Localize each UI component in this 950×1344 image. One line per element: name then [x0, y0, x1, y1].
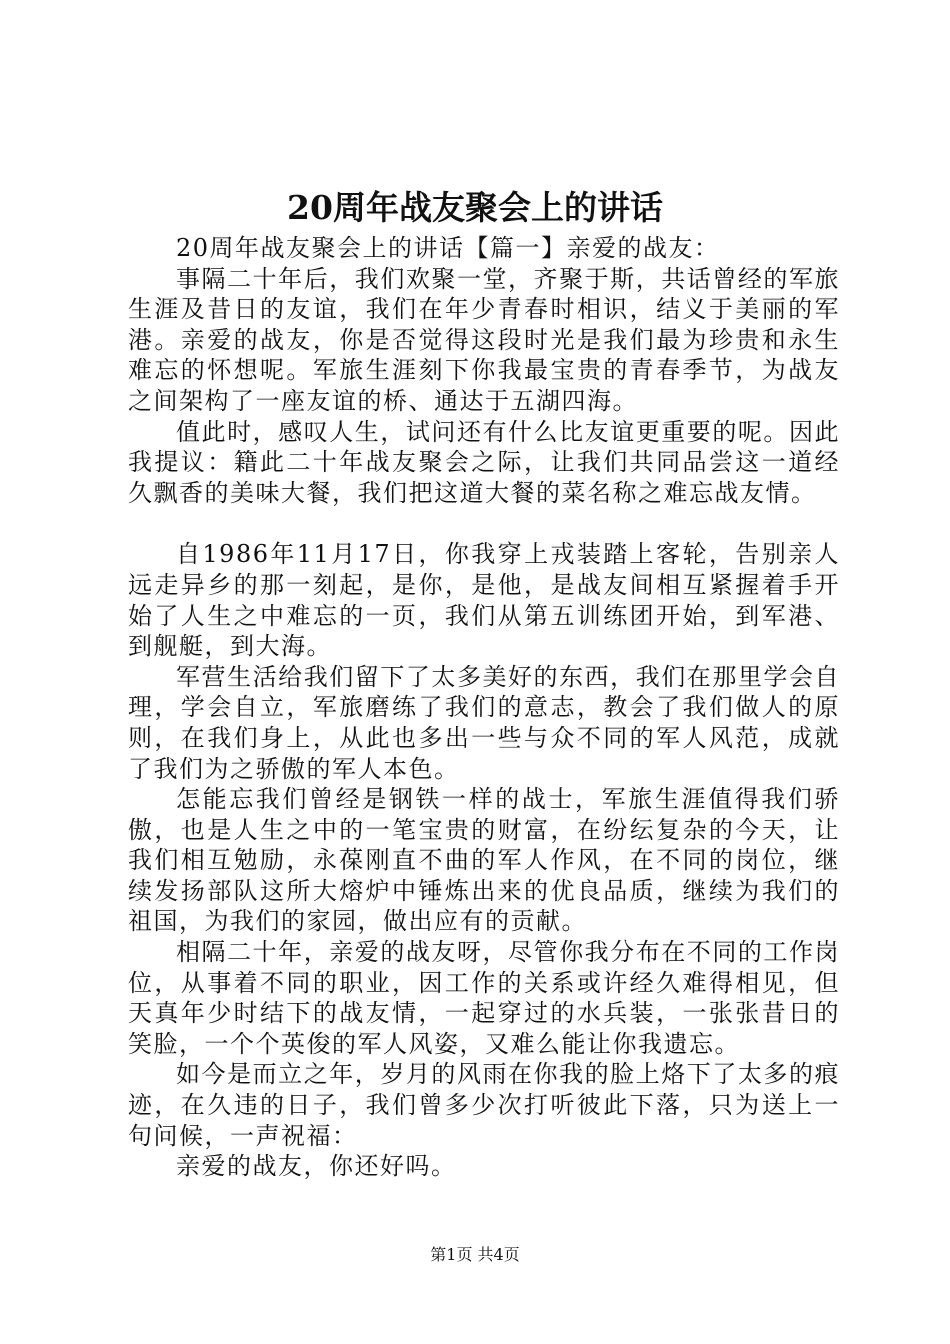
paragraph: 军营生活给我们留下了太多美好的东西，我们在那里学会自理，学会自立，军旅磨练了我们的意志，教会了我们做人的原则，在我们身上，从此也多出一些与众不同的军人风范，成就了我们为之骄傲的军人本色。	[128, 662, 840, 783]
paragraph: 20周年战友聚会上的讲话【篇一】亲爱的战友：	[176, 234, 720, 262]
paragraph-gap	[128, 508, 840, 539]
paragraph: 自1986年11月17日，你我穿上戎装踏上客轮，告别亲人远走异乡的那一刻起，是你，是他，是战友间相互紧握着手开始了人生之中难忘的一页，我们从第五训练团开始，到军港、到舰艇，到大海。	[128, 540, 840, 661]
document-body	[128, 233, 840, 1182]
paragraph: 值此时，感叹人生，试问还有什么比友谊更重要的呢。因此我提议：籍此二十年战友聚会之际，让我们共同品尝这一道经久飘香的美味大餐，我们把这道大餐的菜名称之难忘战友情。	[128, 417, 840, 507]
paragraph: 亲爱的战友，你还好吗。	[176, 1152, 457, 1181]
document-title: 20周年战友聚会上的讲话	[287, 188, 663, 227]
paragraph: 怎能忘我们曾经是钢铁一样的战士，军旅生涯值得我们骄傲，也是人生之中的一笔宝贵的财富，在纷纭复杂的今天，让我们相互勉励，永葆刚直不曲的军人作风，在不同的岗位，继续发扬部队这所大熔炉中锤炼出来的优良品质，继续为我们的祖国，为我们的家园，做出应有的贡献。	[128, 785, 840, 936]
paragraph: 相隔二十年，亲爱的战友呀，尽管你我分布在不同的工作岗位，从事着不同的职业，因工作的关系或许经久难得相见，但天真年少时结下的战友情，一起穿过的水兵装，一张张昔日的笑脸，一个个英俊的军人风姿，又难么能让你我遗忘。	[128, 938, 840, 1058]
paragraph: 事隔二十年后，我们欢聚一堂，齐聚于斯，共话曾经的军旅生涯及昔日的友谊，我们在年少青春时相识，结义于美丽的军港。亲爱的战友，你是否觉得这段时光是我们最为珍贵和永生难忘的怀想呢。军旅生涯刻下你我最宝贵的青春季节，为战友之间架构了一座友谊的桥、通达于五湖四海。	[128, 264, 840, 415]
page-footer: 第1页 共4页	[430, 1245, 520, 1264]
paragraph: 如今是而立之年，岁月的风雨在你我的脸上烙下了太多的痕迹，在久违的日子，我们曾多少次打听彼此下落，只为送上一句问候，一声祝福：	[128, 1060, 840, 1150]
